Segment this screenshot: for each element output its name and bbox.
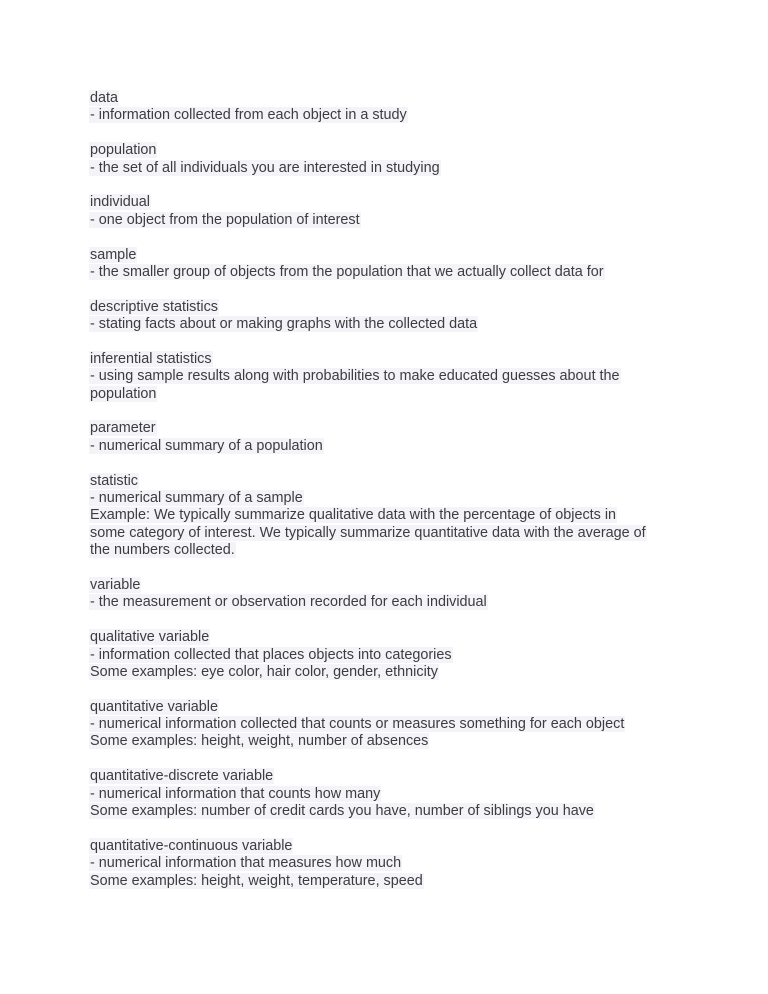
definition-line: - information collected that places objects into categories bbox=[90, 646, 452, 663]
glossary-entry-sample bbox=[90, 247, 690, 282]
glossary-entry-qualitative-variable bbox=[90, 629, 690, 681]
glossary-entry-statistic bbox=[90, 473, 690, 560]
definition-line: - information collected from each object in a study bbox=[90, 107, 407, 124]
definition-line: - using sample results along with probabilities to make educated guesses about the bbox=[90, 368, 620, 385]
glossary-entry-quantitative-variable bbox=[90, 699, 690, 751]
example-line: Example: We typically summarize qualitative data with the percentage of objects in bbox=[90, 507, 617, 524]
term-label: quantitative variable bbox=[90, 698, 218, 715]
glossary-entry-variable bbox=[90, 577, 690, 612]
term-label: data bbox=[90, 90, 119, 106]
definition-line: - numerical information collected that counts or measures something for each object bbox=[90, 716, 625, 733]
definition-line: - numerical information that measures how much bbox=[90, 855, 402, 872]
example-line: some category of interest. We typically summarize quantitative data with the average of bbox=[90, 524, 646, 541]
term-label: parameter bbox=[90, 420, 156, 437]
definition-line: - numerical summary of a sample bbox=[90, 489, 303, 506]
example-line: Some examples: number of credit cards you have, number of siblings you have bbox=[90, 803, 594, 820]
glossary-entry-descriptive-statistics bbox=[90, 299, 690, 334]
glossary-entry-parameter bbox=[90, 420, 690, 455]
term-label: population bbox=[90, 142, 157, 159]
term-label: inferential statistics bbox=[90, 350, 212, 367]
term-label: quantitative-continuous variable bbox=[90, 837, 293, 854]
term-label: descriptive statistics bbox=[90, 298, 218, 315]
term-label: quantitative-discrete variable bbox=[90, 768, 274, 785]
term-label: qualitative variable bbox=[90, 629, 210, 646]
term-label: statistic bbox=[90, 472, 138, 489]
definition-line: - numerical information that counts how many bbox=[90, 785, 381, 802]
definition-line: - numerical summary of a population bbox=[90, 437, 323, 454]
example-line: Some examples: height, weight, number of absences bbox=[90, 733, 429, 750]
definition-line: - one object from the population of interest bbox=[90, 211, 360, 228]
example-line: Some examples: height, weight, temperature, speed bbox=[90, 872, 423, 889]
definition-line: - the measurement or observation recorded for each individual bbox=[90, 594, 487, 611]
glossary-entry-population bbox=[90, 142, 690, 177]
glossary-entry-quantitative-discrete-variable bbox=[90, 768, 690, 820]
term-label: variable bbox=[90, 576, 141, 593]
glossary-entry-data bbox=[90, 90, 690, 125]
example-line: Some examples: eye color, hair color, gender, ethnicity bbox=[90, 663, 438, 680]
definition-line: - the set of all individuals you are interested in studying bbox=[90, 159, 440, 176]
glossary-entry-individual bbox=[90, 194, 690, 229]
term-label: individual bbox=[90, 194, 151, 211]
glossary-entry-quantitative-continuous-variable bbox=[90, 838, 690, 890]
term-label: sample bbox=[90, 246, 137, 263]
document-page bbox=[90, 90, 690, 907]
definition-line: - stating facts about or making graphs with the collected data bbox=[90, 316, 478, 333]
definition-line: population bbox=[90, 385, 157, 402]
definition-line: - the smaller group of objects from the population that we actually collect data for bbox=[90, 263, 604, 280]
example-line: the numbers collected. bbox=[90, 542, 235, 559]
glossary-entry-inferential-statistics bbox=[90, 351, 690, 403]
